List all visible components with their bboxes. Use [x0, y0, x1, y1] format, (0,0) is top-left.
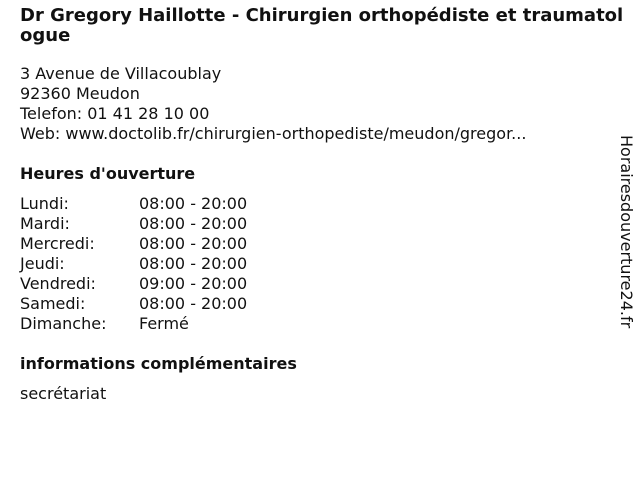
page-title: Dr Gregory Haillotte - Chirurgien orthopédiste et traumatologue [20, 5, 624, 46]
day-label: Jeudi: [20, 254, 65, 273]
day-label: Mercredi: [20, 234, 95, 253]
day-label: Vendredi: [20, 274, 96, 293]
additional-info-text: secrétariat [20, 384, 107, 403]
phone-number: Telefon: 01 41 28 10 00 [20, 104, 210, 123]
additional-info-heading: informations complémentaires [20, 354, 297, 373]
street-address: 3 Avenue de Villacoublay [20, 64, 222, 83]
time-value: 08:00 - 20:00 [139, 214, 248, 233]
hours-row-saturday [20, 294, 247, 314]
address-block [20, 64, 526, 144]
website-link[interactable]: Web: www.doctolib.fr/chirurgien-orthopediste/meudon/gregor... [20, 124, 527, 143]
time-value: 09:00 - 20:00 [139, 274, 248, 293]
opening-hours-table [20, 194, 247, 334]
time-value: 08:00 - 20:00 [139, 294, 248, 313]
time-value: 08:00 - 20:00 [139, 254, 248, 273]
time-value: 08:00 - 20:00 [139, 234, 248, 253]
city-postcode: 92360 Meudon [20, 84, 140, 103]
time-value: 08:00 - 20:00 [139, 194, 248, 213]
hours-row-sunday [20, 314, 247, 334]
hours-row-friday [20, 274, 247, 294]
opening-hours-heading: Heures d'ouverture [20, 164, 196, 183]
time-value: Fermé [139, 314, 189, 333]
hours-row-monday [20, 194, 247, 214]
day-label: Dimanche: [20, 314, 107, 333]
day-label: Lundi: [20, 194, 69, 213]
site-watermark: Horairesdouverture24.fr [617, 135, 636, 329]
hours-row-wednesday [20, 234, 247, 254]
day-label: Mardi: [20, 214, 70, 233]
hours-row-tuesday [20, 214, 247, 234]
hours-row-thursday [20, 254, 247, 274]
day-label: Samedi: [20, 294, 86, 313]
